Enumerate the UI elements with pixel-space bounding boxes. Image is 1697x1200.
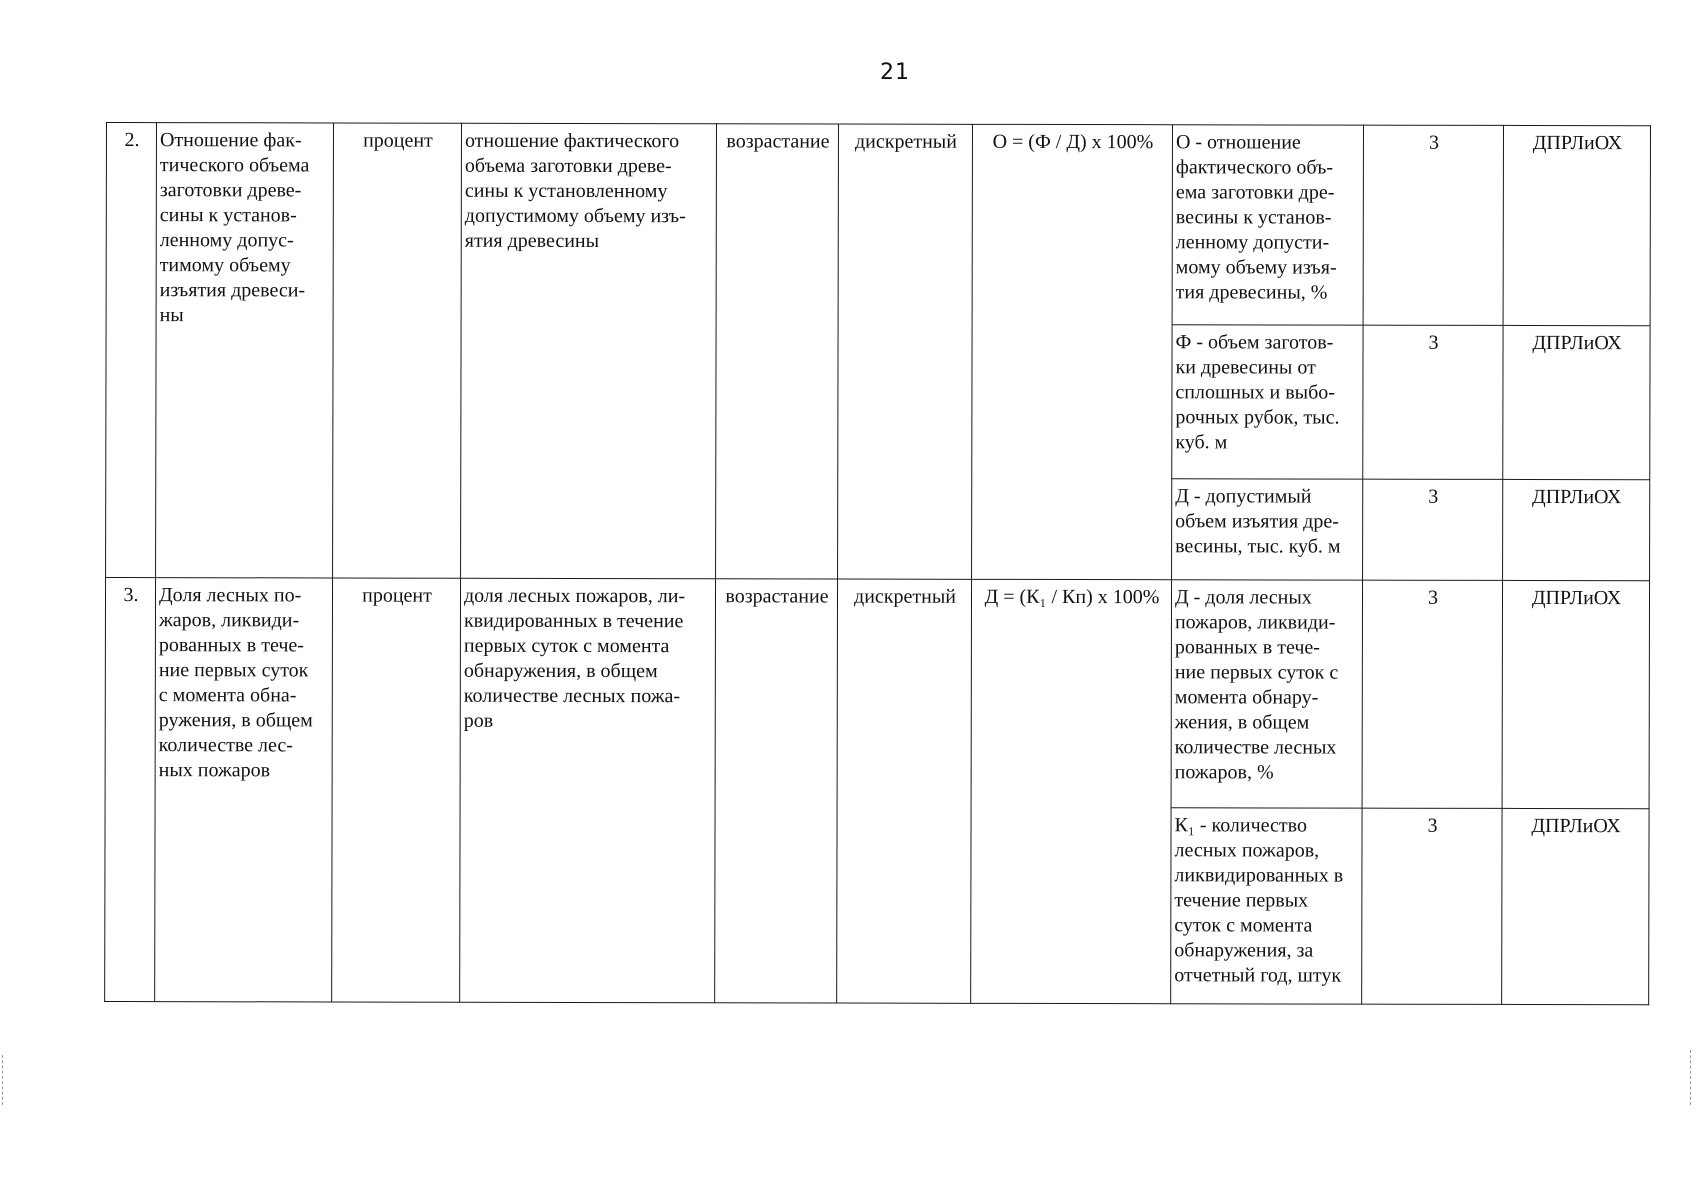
data-source: ДПРЛиОХ xyxy=(1503,479,1650,580)
variable-description: Д - доля лесных пожаров, ликвиди- рованных в тече- ние первых суток с момента обнару- жения, в общем количестве лесных пожаров, % xyxy=(1171,580,1362,808)
variable-description: Д - допустимый объем изъятия дре- весины, тыс. куб. м xyxy=(1172,479,1363,580)
variable-description: О - отношение фактического объ- ема заготовки дре- весины к установ- ленному допусти- мому объему изъя- тия древесины, % xyxy=(1172,125,1363,325)
scan-edge-mark-right xyxy=(1690,1050,1691,1105)
row-number: 3. xyxy=(105,578,156,1002)
unit: процент xyxy=(332,578,461,1002)
page-number: 21 xyxy=(880,60,910,85)
indicator-name: Доля лесных по- жаров, ликвиди- рованных в тече- ние первых суток с момента обна- ружения, в общем количестве лес- ных пожаров xyxy=(155,578,333,1002)
row-number: 2. xyxy=(106,123,157,578)
indicator-type: дискретный xyxy=(837,579,972,1003)
indicator-name: Отношение фак- тического объема заготовки древе- сины к установ- ленному допус- тимому объему изъятия древеси- ны xyxy=(156,123,334,578)
table-row xyxy=(105,578,1649,809)
data-source: ДПРЛиОХ xyxy=(1502,580,1649,808)
formula: О = (Ф / Д) x 100% xyxy=(972,124,1173,579)
variable-value: 3 xyxy=(1362,808,1502,1004)
variable-value: 3 xyxy=(1363,325,1503,479)
formula: Д = (К₁ / Кп) x 100% xyxy=(971,579,1172,1003)
variable-value: 3 xyxy=(1363,125,1503,325)
data-source: ДПРЛиОХ xyxy=(1503,125,1650,325)
variable-description: Ф - объем заготов- ки древесины от сплошных и выбо- рочных рубок, тыс. куб. м xyxy=(1172,325,1363,479)
scan-edge-mark-left xyxy=(2,1055,3,1105)
data-source: ДПРЛиОХ xyxy=(1502,808,1649,1004)
trend: возрастание xyxy=(716,124,839,579)
variable-value: 3 xyxy=(1362,580,1502,808)
indicator-definition: доля лесных пожаров, ли- квидированных в течение первых суток с момента обнаружения, в общем количестве лесных пожа- ров xyxy=(460,578,716,1003)
indicator-type: дискретный xyxy=(838,124,973,579)
indicators-table xyxy=(104,122,1651,1005)
variable-value: 3 xyxy=(1363,479,1503,580)
indicator-definition: отношение фактического объема заготовки древе- сины к установленному допустимому объему изъ- ятия древесины xyxy=(461,123,717,579)
trend: возрастание xyxy=(715,579,838,1003)
unit: процент xyxy=(333,123,462,578)
variable-description: К₁ - количество лесных пожаров, ликвидированных в течение первых суток с момента обнаружения, за отчетный год, штук xyxy=(1171,808,1362,1004)
data-source: ДПРЛиОХ xyxy=(1503,325,1650,479)
table-row xyxy=(106,123,1650,326)
